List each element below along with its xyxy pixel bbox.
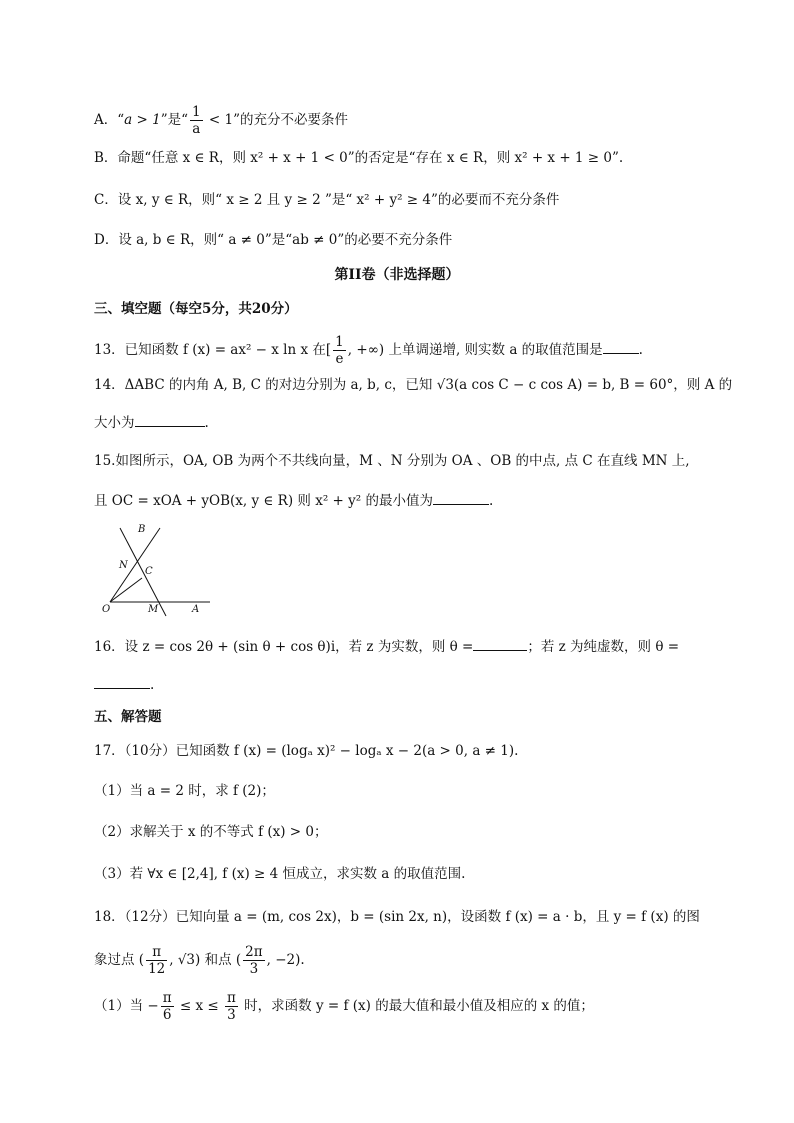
label-a: A: [192, 604, 200, 615]
q13-text-pre: 13．已知函数 f (x) = ax² − x ln x 在[: [94, 342, 332, 358]
question-18-line2: [94, 944, 305, 977]
question-18-part1: [94, 990, 594, 1023]
q15-text: 且 OC = xOA + yOB(x, y ∈ R) 则 x² + y² 的最小值为: [94, 493, 433, 509]
q18-p1-pre: （1）当 −: [94, 998, 159, 1014]
q18-p1-fraction2: [225, 990, 238, 1023]
vector-figure: [100, 520, 220, 620]
fraction-denominator: e: [335, 351, 344, 367]
q16-text-mid: ；若 z 为纯虚数，则 θ =: [527, 639, 680, 655]
label-n: N: [119, 560, 128, 571]
label-o: O: [102, 604, 111, 615]
fraction-numerator: π: [226, 990, 236, 1006]
q18-point2-fraction: [243, 944, 264, 977]
q18-text-pre: 象过点 (: [94, 952, 145, 968]
question-14-line1: 14．ΔABC 的内角 A, B, C 的对边分别为 a, b, c，已知 √3(a cos C − c cos A) = b, B = 60°，则 A 的: [94, 377, 733, 393]
fraction-numerator: 2π: [245, 944, 263, 960]
answer-blank: [135, 412, 205, 427]
q13-fraction: [333, 334, 346, 367]
q16-text: 16．设 z = cos 2θ + (sin θ + cos θ)i，若 z 为实数，则 θ =: [94, 639, 474, 655]
answer-blank: [433, 490, 489, 505]
question-16: [94, 636, 679, 658]
option-a-fraction: [190, 104, 203, 137]
q18-p1-mid: ≤ x ≤: [175, 998, 223, 1014]
fraction-numerator: π: [146, 944, 167, 961]
option-a-condition: a > 1: [124, 112, 161, 128]
answer-blank: [603, 339, 639, 354]
segment-oc: [110, 578, 142, 602]
section-title-part-two: 第II卷（非选择题）: [334, 267, 460, 283]
question-17-part1: （1）当 a = 2 时，求 f (2)；: [94, 783, 275, 799]
fraction-denominator: 6: [162, 1007, 172, 1023]
question-15-line1: 15.如图所示，OA, OB 为两个不共线向量，M 、N 分别为 OA 、OB 的中点, 点 C 在直线 MN 上,: [94, 453, 690, 469]
question-14-line2: 大小为 .: [94, 412, 209, 434]
option-a: [94, 104, 348, 137]
line-mn: [120, 528, 166, 616]
q18-text-mid: , √3) 和点 (: [169, 952, 242, 968]
q18-point1-fraction: [146, 944, 167, 977]
section-title-solutions: 五、解答题: [94, 709, 162, 725]
option-a-tail: < 1”的充分不必要条件: [204, 112, 348, 128]
q18-p1-post: 时，求函数 y = f (x) 的最大值和最小值及相应的 x 的值；: [239, 998, 594, 1014]
question-16-line2: [94, 674, 154, 696]
fraction-numerator: 1: [335, 334, 344, 350]
question-17-stem: 17．（10分）已知函数 f (x) = (logₐ x)² − logₐ x − 2(a > 0, a ≠ 1).: [94, 743, 519, 759]
fraction-denominator: 3: [249, 961, 259, 977]
question-15-line2: 且 OC = xOA + yOB(x, y ∈ R) 则 x² + y² 的最小值为 .: [94, 490, 493, 512]
label-m: M: [148, 604, 159, 615]
fraction-numerator: 1: [192, 104, 201, 120]
fraction-numerator: π: [162, 990, 172, 1006]
fraction-denominator: 12: [148, 961, 166, 977]
section-title-fill-in: 三、填空题（每空5分，共20分）: [94, 301, 298, 317]
q14-text: 大小为: [94, 415, 135, 431]
q18-p1-fraction1: [161, 990, 174, 1023]
question-17-part2: （2）求解关于 x 的不等式 f (x) > 0；: [94, 824, 328, 840]
option-a-mid: ”是“: [160, 112, 189, 128]
q16-end: .: [150, 677, 155, 693]
label-c: C: [145, 566, 153, 577]
label-b: B: [138, 524, 146, 535]
question-17-part3: （3）若 ∀x ∈ [2,4], f (x) ≥ 4 恒成立，求实数 a 的取值范围.: [94, 866, 466, 882]
answer-blank: [473, 636, 527, 651]
fraction-denominator: a: [192, 121, 201, 137]
answer-blank: [94, 674, 150, 689]
question-18-stem: 18．（12分）已知向量 a = (m, cos 2x)，b = (sin 2x, n)，设函数 f (x) = a · b，且 y = f (x) 的图: [94, 909, 700, 925]
option-d: D．设 a, b ∈ R，则“ a ≠ 0”是“ab ≠ 0”的必要不充分条件: [94, 232, 453, 248]
option-c: C．设 x, y ∈ R，则“ x ≥ 2 且 y ≥ 2 ”是“ x² + y² ≥ 4”的必要而不充分条件: [94, 192, 560, 208]
q13-text-post: , +∞) 上单调递增, 则实数 a 的取值范围是: [347, 342, 603, 358]
option-a-prefix: A．“: [94, 112, 125, 128]
fraction-denominator: 3: [227, 1007, 236, 1023]
q18-text-post: , −2).: [266, 952, 305, 968]
option-b: B．命题“任意 x ∈ R，则 x² + x + 1 < 0”的否定是“存在 x ∈ R，则 x² + x + 1 ≥ 0”.: [94, 150, 624, 166]
question-13: 13．已知函数 f (x) = ax² − x ln x 在[ $\frac{1}{e}$ , +∞) 上单调递增, 则实数 a 的取值范围是 .: [94, 334, 643, 367]
